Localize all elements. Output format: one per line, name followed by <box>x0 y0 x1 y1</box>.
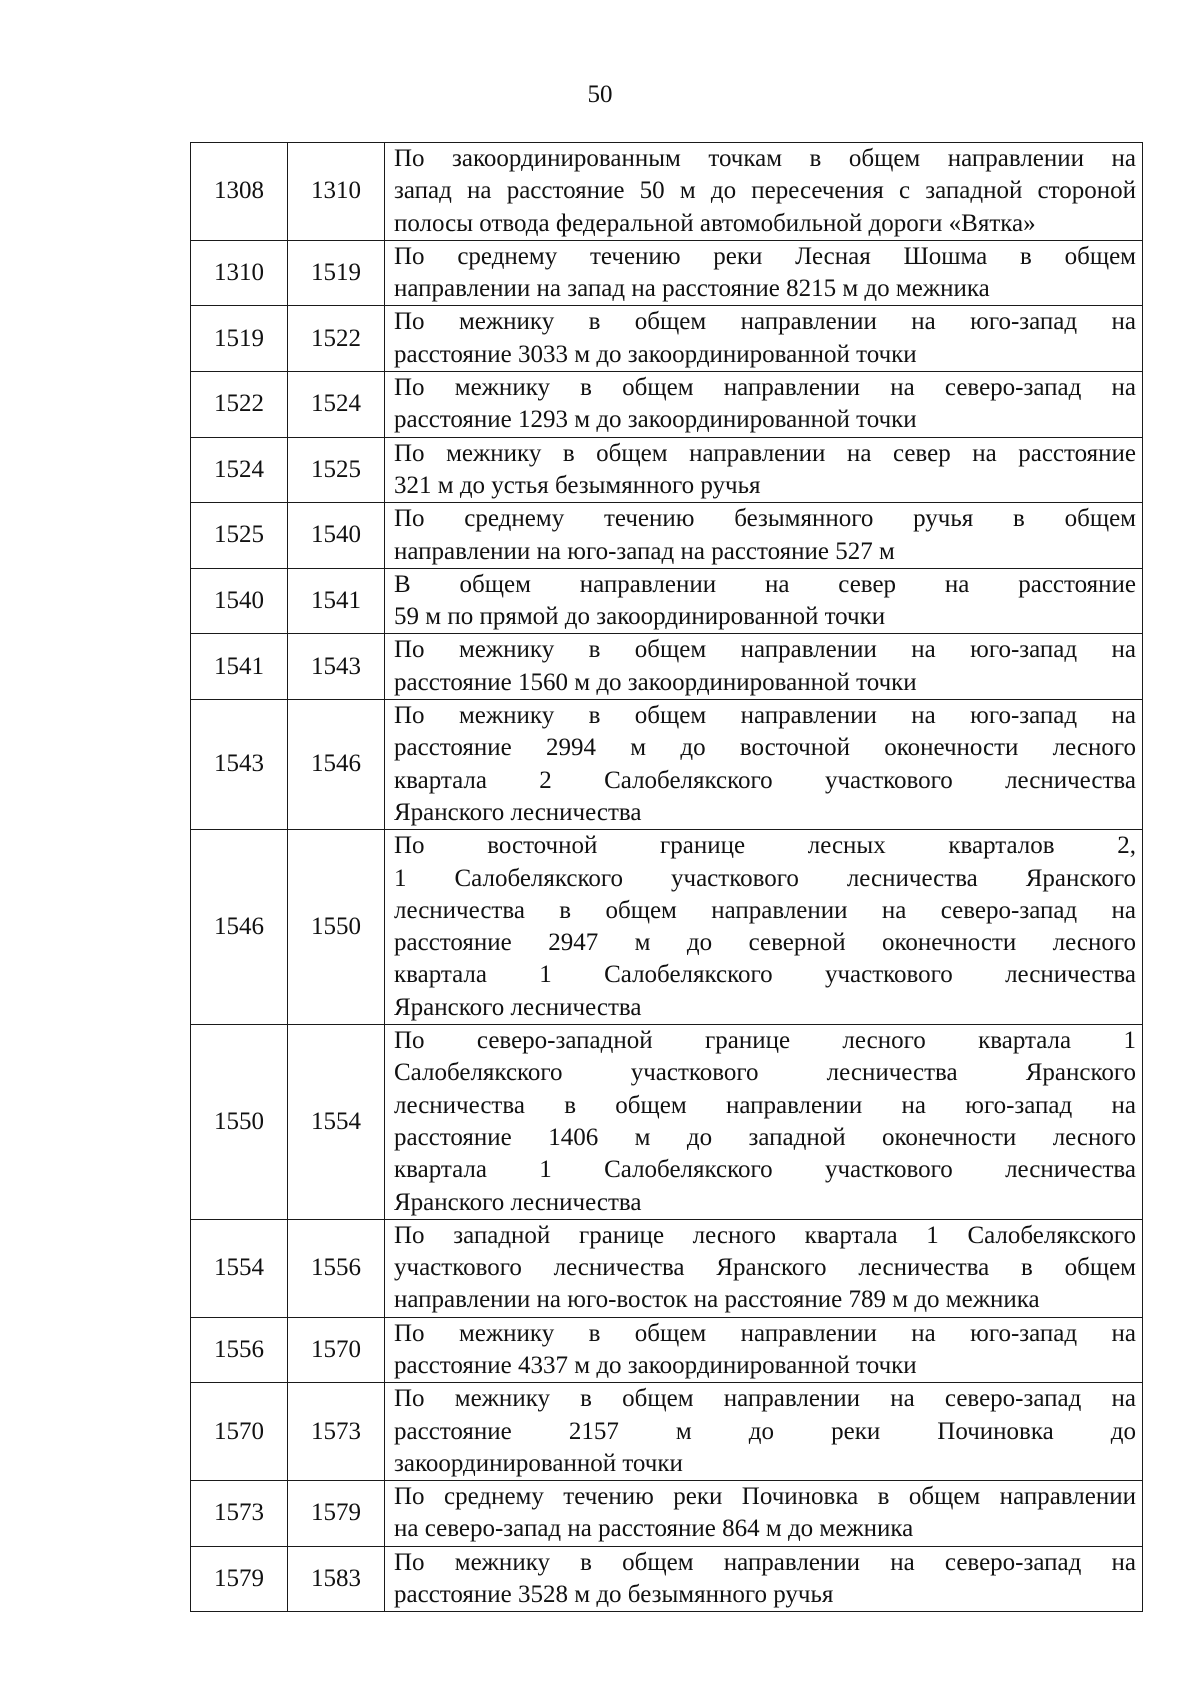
description-line: 59 м по прямой до закоординированной точки <box>394 603 886 631</box>
description-line: полосы отвода федеральной автомобильной дороги «Вятка» <box>394 209 1036 237</box>
description-line: По среднему течению реки Починовка в общем направлении <box>394 1483 1136 1511</box>
description-line: направлении на юго-восток на расстояние 789 м до межника <box>394 1286 1040 1314</box>
table-row <box>191 437 1143 503</box>
description-line: Салобелякского участкового лесничества Яранского <box>394 1059 1136 1087</box>
table-row <box>191 1317 1143 1383</box>
description-line: расстояние 3033 м до закоординированной точки <box>394 340 917 368</box>
point-from-cell: 1522 <box>191 372 288 438</box>
point-from-cell: 1540 <box>191 568 288 634</box>
point-to-cell: 1522 <box>288 306 385 372</box>
description-line: По закоординированным точкам в общем направлении на <box>394 145 1136 172</box>
point-from-cell: 1524 <box>191 437 288 503</box>
boundary-description-cell <box>385 1025 1143 1220</box>
point-from-cell: 1570 <box>191 1383 288 1481</box>
boundary-description-cell <box>385 634 1143 700</box>
point-to-cell: 1540 <box>288 503 385 569</box>
description-line: 1 Салобелякского участкового лесничества Яранского <box>394 864 1136 892</box>
description-line: 321 м до устья безымянного ручья <box>394 471 761 499</box>
boundary-description-cell <box>385 830 1143 1025</box>
description-line: квартала 2 Салобелякского участкового лесничества <box>394 766 1136 794</box>
table-row <box>191 372 1143 438</box>
description-line: По среднему течению реки Лесная Шошма в общем <box>394 242 1136 270</box>
point-from-cell: 1573 <box>191 1481 288 1547</box>
boundary-description-cell <box>385 143 1143 241</box>
page-number: 50 <box>587 81 613 108</box>
boundary-description-cell <box>385 503 1143 569</box>
point-from-cell: 1308 <box>191 143 288 241</box>
table-row <box>191 830 1143 1025</box>
boundary-description-cell <box>385 1383 1143 1481</box>
description-line: расстояние 2994 м до восточной оконечности лесного <box>394 734 1136 762</box>
description-line: квартала 1 Салобелякского участкового лесничества <box>394 1156 1136 1184</box>
table-row <box>191 1546 1143 1612</box>
description-line: По межнику в общем направлении на юго-запад на <box>394 702 1136 730</box>
boundary-description-cell <box>385 1481 1143 1547</box>
description-line: В общем направлении на север на расстояние <box>394 570 1136 598</box>
table-row <box>191 143 1143 241</box>
point-from-cell: 1310 <box>191 240 288 306</box>
table-row <box>191 1025 1143 1220</box>
description-line: По восточной границе лесных кварталов 2, <box>394 832 1136 860</box>
point-from-cell: 1519 <box>191 306 288 372</box>
description-line: расстояние 4337 м до закоординированной точки <box>394 1351 917 1379</box>
description-line: Яранского лесничества <box>394 1188 642 1216</box>
point-from-cell: 1550 <box>191 1025 288 1220</box>
description-line: Яранского лесничества <box>394 993 642 1021</box>
description-line: По межнику в общем направлении на юго-запад на <box>394 1319 1136 1347</box>
point-from-cell: 1543 <box>191 700 288 830</box>
description-line: расстояние 2157 м до реки Починовка до <box>394 1417 1136 1445</box>
point-from-cell: 1546 <box>191 830 288 1025</box>
description-line: закоординированной точки <box>394 1449 683 1477</box>
point-to-cell: 1556 <box>288 1219 385 1317</box>
table-row <box>191 1219 1143 1317</box>
description-line: на северо-запад на расстояние 864 м до межника <box>394 1515 914 1543</box>
description-line: расстояние 2947 м до северной оконечности лесного <box>394 929 1136 957</box>
boundary-description-cell <box>385 700 1143 830</box>
point-to-cell: 1550 <box>288 830 385 1025</box>
point-to-cell: 1583 <box>288 1546 385 1612</box>
table-row <box>191 503 1143 569</box>
description-line: По межнику в общем направлении на юго-запад на <box>394 308 1136 336</box>
description-line: расстояние 1293 м до закоординированной точки <box>394 406 917 434</box>
boundary-description-cell <box>385 437 1143 503</box>
description-line: По межнику в общем направлении на северо-запад на <box>394 1548 1136 1576</box>
table-row <box>191 700 1143 830</box>
point-from-cell: 1541 <box>191 634 288 700</box>
description-line: запад на расстояние 50 м до пересечения с западной стороной <box>394 177 1136 205</box>
point-to-cell: 1546 <box>288 700 385 830</box>
description-line: По межнику в общем направлении на северо-запад на <box>394 1385 1136 1413</box>
table-row <box>191 240 1143 306</box>
point-to-cell: 1310 <box>288 143 385 241</box>
boundary-description-cell <box>385 372 1143 438</box>
description-line: участкового лесничества Яранского лесничества в общем <box>394 1254 1136 1282</box>
boundary-description-cell <box>385 306 1143 372</box>
description-line: направлении на запад на расстояние 8215 м до межника <box>394 275 990 303</box>
description-line: лесничества в общем направлении на юго-запад на <box>394 1091 1136 1119</box>
point-to-cell: 1541 <box>288 568 385 634</box>
boundary-description-cell <box>385 1317 1143 1383</box>
point-from-cell: 1556 <box>191 1317 288 1383</box>
description-line: По среднему течению безымянного ручья в общем <box>394 505 1136 533</box>
boundary-description-cell <box>385 1546 1143 1612</box>
point-to-cell: 1543 <box>288 634 385 700</box>
boundary-table <box>190 142 1143 1612</box>
point-to-cell: 1525 <box>288 437 385 503</box>
boundary-description-cell <box>385 240 1143 306</box>
point-to-cell: 1519 <box>288 240 385 306</box>
table-row <box>191 1481 1143 1547</box>
point-from-cell: 1579 <box>191 1546 288 1612</box>
point-from-cell: 1554 <box>191 1219 288 1317</box>
description-line: расстояние 3528 м до безымянного ручья <box>394 1581 834 1609</box>
table-row <box>191 568 1143 634</box>
description-line: лесничества в общем направлении на северо-запад на <box>394 896 1136 924</box>
boundary-description-cell <box>385 1219 1143 1317</box>
description-line: расстояние 1560 м до закоординированной точки <box>394 668 917 696</box>
description-line: По западной границе лесного квартала 1 Салобелякского <box>394 1221 1136 1249</box>
point-to-cell: 1524 <box>288 372 385 438</box>
description-line: По межнику в общем направлении на северо-запад на <box>394 374 1136 402</box>
description-line: расстояние 1406 м до западной оконечности лесного <box>394 1123 1136 1151</box>
table-row <box>191 634 1143 700</box>
description-line: направлении на юго-запад на расстояние 527 м <box>394 537 895 565</box>
description-line: По межнику в общем направлении на юго-запад на <box>394 636 1136 664</box>
point-to-cell: 1554 <box>288 1025 385 1220</box>
point-to-cell: 1579 <box>288 1481 385 1547</box>
point-to-cell: 1573 <box>288 1383 385 1481</box>
table-body <box>191 143 1143 1612</box>
boundary-description-cell <box>385 568 1143 634</box>
point-to-cell: 1570 <box>288 1317 385 1383</box>
description-line: квартала 1 Салобелякского участкового лесничества <box>394 961 1136 989</box>
table-row <box>191 306 1143 372</box>
table-row <box>191 1383 1143 1481</box>
point-from-cell: 1525 <box>191 503 288 569</box>
description-line: Яранского лесничества <box>394 798 642 826</box>
description-line: По межнику в общем направлении на север на расстояние <box>394 439 1136 467</box>
description-line: По северо-западной границе лесного квартала 1 <box>394 1027 1136 1055</box>
